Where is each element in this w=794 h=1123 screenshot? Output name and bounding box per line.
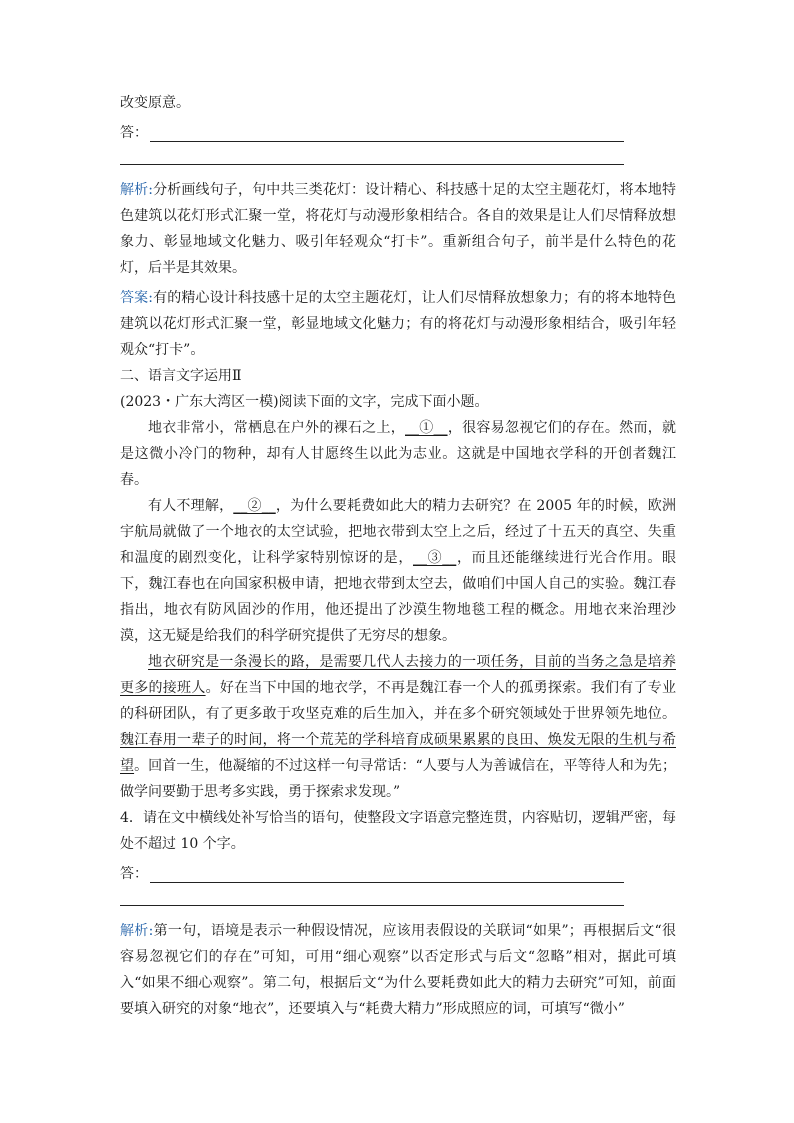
blank-1: __①__: [405, 420, 448, 436]
answer-label: 答：: [120, 866, 148, 882]
analysis-label: 解析:: [120, 182, 153, 198]
answer-line-1[interactable]: [120, 857, 624, 883]
answer-label: 答：: [120, 125, 148, 141]
q3-answer-text: 有的精心设计科技感十足的太空主题花灯，让人们尽情释放想象力；有的将本地特色建筑以花灯形式汇聚一堂，彰显地域文化魅力；有的将花灯与动漫形象相结合，吸引年轻观众“打卡”。: [120, 290, 677, 358]
previous-question-tail: 改变原意。: [120, 95, 190, 111]
source-note: (2023・广东大湾区一模)阅读下面的文字，完成下面小题。: [120, 394, 489, 410]
answer-line-2[interactable]: [120, 883, 624, 906]
passage-paragraph-3: 地衣研究是一条漫长的路，是需要几代人去接力的一项任务，目前的当务之急是培养更多的接班人。好在当下中国的地衣学，不再是魏江春一个人的孤勇探索。我们有了专业的科研团队，有了更多敢于攻坚克难的后生加入，并在多个研究领域处于世界领先地位。魏江春用一辈子的时间，将一个荒芜的学科培育成硕果累累的良田、焕发无限的生机与希望。回首一生，他凝缩的不过这样一句寻常话：“人要与人为善诚信在，平等待人和为先；做学问要勤于思考多实践，勇于探索求发现。”: [120, 654, 677, 800]
answer-line-1[interactable]: [120, 116, 624, 142]
q3-analysis: [120, 177, 676, 281]
document-body: [120, 90, 676, 1022]
analysis-label: 解析:: [120, 923, 154, 939]
passage-paragraph-2: 有人不理解，__②__，为什么要耗费如此大的精力去研究？在 2005 年的时候，欧洲宇航局就做了一个地衣的太空试验，把地衣带到太空上之后，经过了十五天的真空、失重和温度的剧烈变化，让科学家特别惊讶的是，__③__，而且还能继续进行光合作用。眼下，魏江春也在向国家积极申请，把地衣带到太空去，做咱们中国人自己的实验。魏江春指出，地衣有防风固沙的作用，他还提出了沙漠生物地毯工程的概念。用地衣来治理沙漠，这无疑是给我们的科学研究提供了无穷尽的想象。: [120, 498, 677, 644]
answer-area-q4: [120, 857, 624, 906]
blank-2: __②__: [233, 498, 276, 514]
answer-line-2[interactable]: [120, 142, 624, 165]
q3-answer: [120, 285, 676, 363]
underlined-sentence-1: 地衣研究是一条漫长的路，是需要几代人去接力的一项任务，目前的当务之急是培养更多的接班人: [120, 654, 676, 696]
q4-analysis: [120, 918, 676, 1022]
blank-3: __③__: [412, 550, 457, 566]
answer-area-q3: [120, 116, 624, 165]
q3-analysis-text: 分析画线句子，句中共三类花灯：设计精心、科技感十足的太空主题花灯，将本地特色建筑以花灯形式汇聚一堂，将花灯与动漫形象相结合。各自的效果是让人们尽情释放想象力、彰显地域文化魅力、吸引年轻观众“打卡”。重新组合句子，前半是什么特色的花灯，后半是其效果。: [120, 182, 677, 276]
answer-key-label: 答案:: [120, 290, 153, 306]
section-title: 二、语言文字运用Ⅱ: [120, 368, 242, 384]
q4-analysis-text: 第一句，语境是表示一种假设情况，应该用表假设的关联词“如果”；再根据后文“很容易忽视它们的存在”可知，可用“细心观察”以否定形式与后文“忽略”相对，据此可填入“如果不细心观察”。第二句，根据后文“为什么要耗费如此大的精力去研究”可知，前面要填入研究的对象“地衣”，还要填入与“耗费大精力”形成照应的词，可填写“微小”: [120, 923, 676, 1017]
passage-paragraph-1: 地衣非常小，常栖息在户外的裸石之上，__①__，很容易忽视它们的存在。然而，就是这微小冷门的物种，却有人甘愿终生以此为志业。这就是中国地衣学科的开创者魏江春。: [120, 420, 677, 488]
question-4: 4．请在文中横线处补写恰当的语句，使整段文字语意完整连贯，内容贴切，逻辑严密，每处不超过 10 个字。: [120, 810, 676, 852]
underlined-sentence-2: 魏江春用一辈子的时间，将一个荒芜的学科培育成硕果累累的良田、焕发无限的生机与希望: [120, 732, 676, 774]
